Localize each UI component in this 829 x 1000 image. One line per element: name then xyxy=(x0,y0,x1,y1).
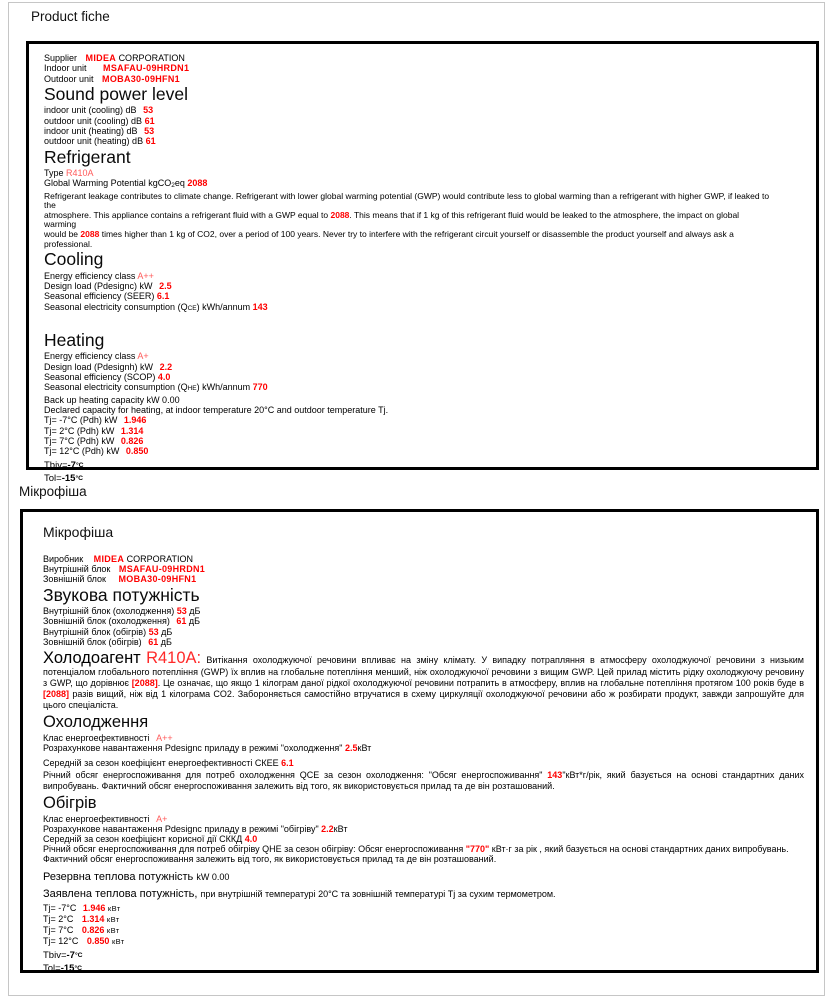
cooling-seer-row-uk: Середній за сезон коефіцієнт енергоефективності СКЕЕ 6.1 xyxy=(43,758,294,769)
cooling-design-row: Design load (Pdesignc) kW 2.5 xyxy=(44,281,172,292)
refrigerant-type-value: R410A xyxy=(66,168,94,179)
heating-design-row-uk: Розрахункове навантаження Pdesignc приладу в режимі "обігріву" 2.2кВт xyxy=(43,823,348,834)
sound-row-uk: Внутрішній блок (охолодження) 53 дБ xyxy=(43,606,201,617)
outdoor-unit-model: MOBA30-09HFN1 xyxy=(102,73,180,84)
heating-design-row: Design load (Pdesignh) kW 2.2 xyxy=(44,361,173,372)
heating-consumption-row-uk: Річний обсяг енергоспоживання для потреб обігріву QHE за сезон обігріву: Обсяг енергоспоживання "770" кВт·г за рік , який базується на основі стандартних даних випробувань. xyxy=(43,844,789,855)
tj-row: Tj= 2°C (Pdh) kW 1.314 xyxy=(44,425,144,436)
cooling-design-row-uk: Розрахункове навантаження Pdesignc приладу в режимі "охолодження" 2.5кВт xyxy=(43,743,372,754)
tj-row-uk: Tj= 2°C 1.314 кВт xyxy=(43,913,120,924)
cooling-heading-uk: Охолодження xyxy=(43,712,149,731)
tj-row: Tj= -7°C (Pdh) kW 1.946 xyxy=(44,415,147,426)
heating-heading-uk: Обігрів xyxy=(43,793,97,812)
indoor-unit-row-uk: Внутрішній блок MSAFAU-09HRDN1 xyxy=(43,564,206,575)
tj-row-uk: Tj= 7°C 0.826 кВт xyxy=(43,924,120,935)
page-title-uk: Мікрофіша xyxy=(19,484,87,499)
refrigerant-paragraph: Refrigerant leakage contributes to climate change. Refrigerant with lower global warming potential (GWP) would contribute less to global warming than a refrigerant with higher GWP, if leaked to the atmosphere. This appliance contains a refrigerant fluid with a GWP equal to 2088. This means that if 1 kg of this refrigerant fluid would be leaked to the atmosphere, the impact on global warming would be 2088 times higher than 1 kg of CO2, over a period of 100 years. Never try to interfere with the refrigerant circuit yourself or disassemble the product yourself and always ask a professional. xyxy=(44,190,770,249)
cooling-seer-row: Seasonal efficiency (SEER) 6.1 xyxy=(44,291,170,302)
indoor-unit-model: MSAFAU-09HRDN1 xyxy=(103,63,190,74)
tj-row-uk: Tj= -7°C 1.946 кВт xyxy=(43,902,121,913)
sound-row: indoor unit (heating) dB 53 xyxy=(44,125,155,136)
heating-consumption-row: Seasonal electricity consumption (QHE) kWh/annum 770 xyxy=(44,382,268,393)
sound-power-heading-uk: Звукова потужність xyxy=(43,584,200,605)
gwp-row: Global Warming Potential kgCO$_2$eq 2088 xyxy=(44,178,208,190)
outdoor-unit-model-uk: MOBA30-09HFN1 xyxy=(118,574,197,585)
heating-scop-row: Seasonal efficiency (SCOP) 4.0 xyxy=(44,372,171,383)
tbiv-row-uk: Tbiv=-7°C xyxy=(43,950,83,962)
sound-row: indoor unit (cooling) dB 53 xyxy=(44,105,154,116)
refrigerant-type-row: Type R410A xyxy=(44,168,94,179)
tol-row: Tol=-15°C xyxy=(44,472,84,484)
refrigerant-paragraph-uk: Холодоагент R410A: Витікання охолоджуючої речовини впливає на зміну клімату. У випадку потрапляння в атмосферу охолоджуючої речовини з низьким потенціалом глобального потепління (GWP) їх вплив на глобальне потепління менший, ніж охолоджуючої речовини з вищим GWP. Цей прилад містить рідку охолоджуючу речовину з GWP, що дорівнює [2088]. Це означає, що якщо 1 кілограм даної рідкої охолоджуючої речовини потрапить в атмосферу, вплив на глобальне потепління протягом 100 років буде в [2088] разів вищий, ніж від 1 кілограма CO2. Забороняється самостійно втручатися в схему циркуляції охолоджуючої речовини або ж розбирати продукт, завжди запрошуйте для цього спеціаліста. xyxy=(43,648,804,710)
backup-heating-row: Back up heating capacity kW 0.00 xyxy=(44,394,180,405)
cooling-consumption-paragraph-uk: Річний обсяг енергоспоживання для потреб охолодження QCE за сезон охолодження: "Обсяг енергоспоживання" 143"кВт*г/рік, який базується на основі стандартних даних випробувань. Фактичний обсяг енергоспоживання залежить від того, як використовується прилад та де він розташований. xyxy=(43,769,804,791)
indoor-unit-model-uk: MSAFAU-09HRDN1 xyxy=(118,564,206,575)
refrigerant-heading: Refrigerant xyxy=(44,146,131,167)
sound-row-uk: Зовнішній блок (охолодження) 61 дБ xyxy=(43,616,201,627)
page-title-en: Product fiche xyxy=(31,9,110,24)
document-frame xyxy=(8,2,825,996)
product-fiche-box xyxy=(26,41,819,484)
tbiv-row: Tbiv=-7°C xyxy=(44,460,84,472)
declared-capacity-row-uk: Заявлена теплова потужність, при внутрішній температурі 20°C та зовнішній температурі Tj за сухим термометром. xyxy=(43,887,556,900)
indoor-unit-row: Indoor unit MSAFAU-09HRDN1 xyxy=(44,63,190,74)
sound-row: outdoor unit (heating) dB 61 xyxy=(44,136,156,147)
cooling-heading: Cooling xyxy=(44,249,104,270)
spacer xyxy=(43,540,808,554)
sound-power-heading: Sound power level xyxy=(44,83,188,104)
supplier-brand: MIDEA xyxy=(85,53,117,63)
supplier-row: Supplier MIDEA CORPORATION xyxy=(44,53,185,63)
maker-row: Виробник MIDEA CORPORATION xyxy=(43,554,194,564)
declared-capacity-row: Declared capacity for heating, at indoor temperature 20°C and outdoor temperature Tj. xyxy=(44,404,389,415)
cooling-class-row: Energy efficiency class A++ xyxy=(44,270,154,281)
maker-brand: MIDEA xyxy=(93,554,125,564)
refrigerant-type-uk: R410A: xyxy=(146,648,202,667)
refrigerant-heading-uk: Холодоагент xyxy=(43,648,141,667)
heating-consumption-note-uk: Фактичний обсяг енергоспоживання залежить від того, як використовується прилад та де він розташований. xyxy=(43,854,497,865)
backup-heating-row-uk: Резервна теплова потужність kW 0.00 xyxy=(43,870,230,883)
sound-row: outdoor unit (cooling) dB 61 xyxy=(44,115,155,126)
heating-class-row-uk: Клас енергоефективності A+ xyxy=(43,813,168,824)
outdoor-unit-row: Outdoor unit MOBA30-09HFN1 xyxy=(44,73,180,84)
heating-scop-row-uk: Середній за сезон коефіцієнт корисної дії СККД 4.0 xyxy=(43,833,258,844)
tj-row-uk: Tj= 12°C 0.850 кВт xyxy=(43,936,125,947)
heating-class-row: Energy efficiency class A+ xyxy=(44,351,149,362)
spacer xyxy=(44,314,808,330)
cooling-consumption-row: Seasonal electricity consumption (QCE) kWh/annum 143 xyxy=(44,301,268,312)
tol-row-uk: Tol=-15°C xyxy=(43,962,83,974)
heating-heading: Heating xyxy=(44,329,105,350)
tj-row: Tj= 7°C (Pdh) kW 0.826 xyxy=(44,435,144,446)
sound-row-uk: Внутрішній блок (обігрів) 53 дБ xyxy=(43,626,173,637)
outdoor-unit-row-uk: Зовнішній блок MOBA30-09HFN1 xyxy=(43,574,197,585)
microfiche-box xyxy=(20,509,819,973)
tj-row: Tj= 12°C (Pdh) kW 0.850 xyxy=(44,446,149,457)
sound-row-uk: Зовнішній блок (обігрів) 61 дБ xyxy=(43,636,172,647)
microfiche-box-title: Мікрофіша xyxy=(43,524,114,540)
cooling-class-row-uk: Клас енергоефективності A++ xyxy=(43,732,173,743)
